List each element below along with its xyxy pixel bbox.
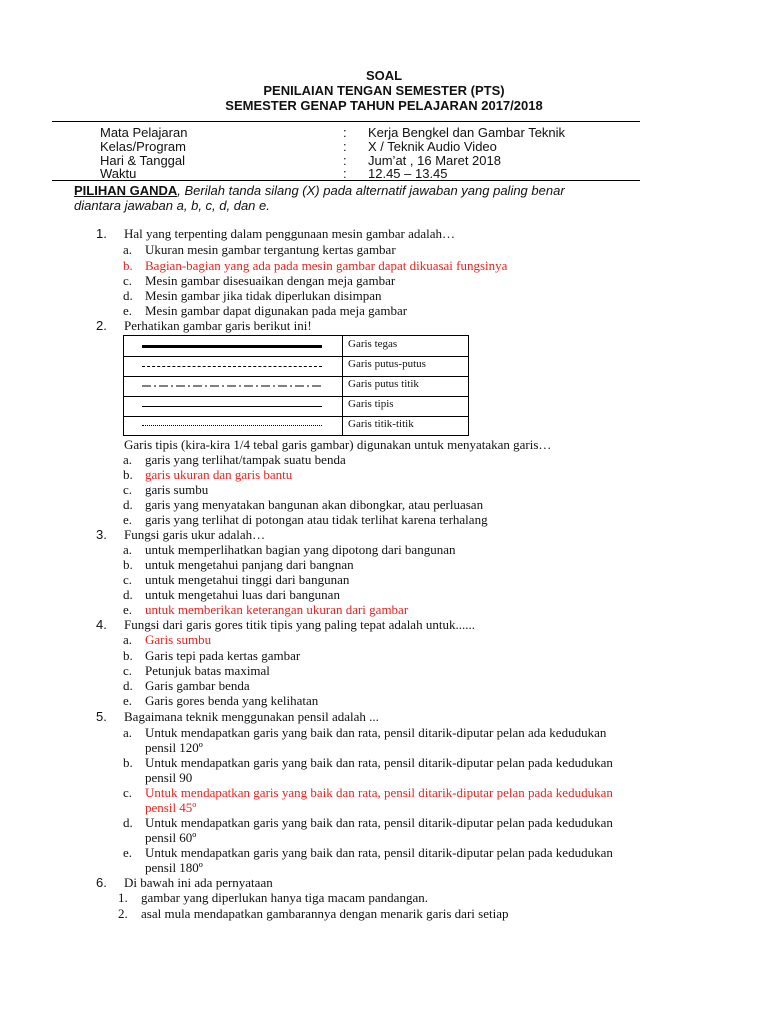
option-text: pensil 120º [145, 740, 203, 755]
question-number: 5. [96, 709, 107, 724]
option-text: Ukuran mesin gambar tergantung kertas gambar [145, 242, 396, 257]
question-text: Garis tipis (kira-kira 1/4 tebal garis gambar) digunakan untuk menyatakan garis… [124, 437, 552, 452]
option-letter: c. [123, 572, 133, 587]
thick-line-sample [142, 345, 322, 348]
statement-number: 1. [118, 890, 128, 905]
option-text: garis sumbu [145, 482, 209, 497]
option-row[interactable] [0, 288, 768, 304]
option-text: pensil 90 [145, 770, 193, 785]
option-row[interactable] [0, 557, 768, 573]
line-type-label: Garis tipis [348, 398, 394, 410]
option-continuation [0, 830, 768, 846]
info-value: X / Teknik Audio Video [368, 139, 497, 154]
option-text: Mesin gambar dapat digunakan pada meja gambar [145, 303, 408, 318]
option-text: untuk mengetahui tinggi dari bangunan [145, 572, 350, 587]
thin-line-sample [142, 406, 322, 407]
dotted-line-sample [142, 425, 322, 426]
instructions-line1 [74, 183, 565, 199]
option-row-answer[interactable] [0, 467, 768, 483]
option-text: Mesin gambar disesuaikan dengan meja gambar [145, 273, 396, 288]
question-number: 6. [96, 875, 107, 890]
instructions-line2 [74, 198, 270, 214]
option-text: untuk mengetahui luas dari bangunan [145, 587, 340, 602]
option-row-answer[interactable] [0, 632, 768, 648]
section-label: PILIHAN GANDA [74, 183, 178, 198]
line-type-label: Garis titik-titik [348, 418, 414, 430]
option-text: untuk memperlihatkan bagian yang dipotong dari bangunan [145, 542, 456, 557]
dashed-line-sample [142, 366, 322, 367]
option-letter: a. [123, 452, 133, 467]
option-letter: a. [123, 632, 133, 647]
option-letter: c. [123, 663, 133, 678]
option-letter: b. [123, 648, 133, 663]
question-text: Di bawah ini ada pernyataan [124, 875, 273, 890]
line-types-table [123, 335, 469, 436]
line-type-label: Garis putus titik [348, 378, 419, 390]
option-text: Garis sumbu [145, 632, 212, 647]
option-text: garis yang terlihat di potongan atau tidak terlihat karena terhalang [145, 512, 488, 527]
question-text: Fungsi dari garis gores titik tipis yang paling tepat adalah untuk...... [124, 617, 475, 632]
statement-text: asal mula mendapatkan gambarannya dengan menarik garis dari setiap [141, 906, 509, 921]
question-text: Fungsi garis ukur adalah… [124, 527, 266, 542]
info-key: Kelas/Program [100, 139, 186, 154]
option-text: garis ukuran dan garis bantu [145, 467, 293, 482]
option-letter: a. [123, 542, 133, 557]
table-row-divider [124, 396, 468, 397]
option-row[interactable] [0, 725, 768, 741]
semester-line: SEMESTER GENAP TAHUN PELAJARAN 2017/2018 [225, 98, 543, 113]
question-number: 3. [96, 527, 107, 542]
option-row[interactable] [0, 497, 768, 513]
option-letter: b. [123, 755, 133, 770]
option-row[interactable] [0, 512, 768, 528]
option-letter: d. [123, 288, 133, 303]
line-type-label: Garis tegas [348, 338, 398, 350]
question-4 [0, 617, 768, 633]
question-1 [0, 226, 768, 242]
option-row-answer[interactable] [0, 785, 768, 801]
option-row[interactable] [0, 542, 768, 558]
instructions-text: , Berilah tanda silang (X) pada alternatif jawaban yang paling benar [177, 183, 565, 198]
statement-number: 2. [118, 906, 128, 921]
question-6 [0, 875, 768, 891]
table-row-divider [124, 416, 468, 417]
option-letter: e. [123, 845, 133, 860]
option-row-answer[interactable] [0, 602, 768, 618]
info-colon: : [343, 153, 347, 168]
info-colon: : [343, 166, 347, 181]
statement-item [0, 890, 768, 906]
instructions-text: diantara jawaban a, b, c, d, dan e. [74, 198, 270, 213]
option-text: Garis gambar benda [145, 678, 250, 693]
option-row[interactable] [0, 845, 768, 861]
option-letter: c. [123, 273, 133, 288]
line-type-label: Garis putus-putus [348, 358, 426, 370]
info-key: Waktu [100, 166, 137, 181]
option-letter: e. [123, 693, 133, 708]
option-letter: d. [123, 587, 133, 602]
option-text: Untuk mendapatkan garis yang baik dan rata, pensil ditarik-diputar pelan pada kedudukan [145, 815, 613, 830]
option-text: untuk mengetahui panjang dari bangnan [145, 557, 354, 572]
option-text: pensil 60º [145, 830, 197, 845]
statement-item [0, 906, 768, 922]
option-letter: b. [123, 467, 133, 482]
option-row[interactable] [0, 648, 768, 664]
option-letter: e. [123, 303, 133, 318]
option-text: pensil 180º [145, 860, 203, 875]
option-text: garis yang menyatakan bangunan akan dibongkar, atau perluasan [145, 497, 484, 512]
question-text: Perhatikan gambar garis berikut ini! [124, 318, 312, 333]
option-letter: c. [123, 785, 133, 800]
option-continuation [0, 800, 768, 816]
option-letter: d. [123, 815, 133, 830]
question-2-stem [0, 437, 768, 453]
option-row[interactable] [0, 303, 768, 319]
question-5 [0, 709, 768, 725]
option-row[interactable] [0, 587, 768, 603]
option-row-answer[interactable] [0, 258, 768, 274]
info-key: Hari & Tanggal [100, 153, 186, 168]
info-value: 12.45 – 13.45 [368, 166, 448, 181]
option-text: Bagian-bagian yang ada pada mesin gambar dapat dikuasai fungsinya [145, 258, 508, 273]
option-continuation [0, 740, 768, 756]
info-value: Kerja Bengkel dan Gambar Teknik [368, 125, 566, 140]
question-number: 2. [96, 318, 107, 333]
option-row[interactable] [0, 693, 768, 709]
option-text: Untuk mendapatkan garis yang baik dan rata, pensil ditarik-diputar pelan pada kedudukan [145, 785, 613, 800]
option-text: Garis tepi pada kertas gambar [145, 648, 301, 663]
doc-title: SOAL [365, 68, 403, 83]
option-letter: e. [123, 602, 133, 617]
exam-name: PENILAIAN TENGAN SEMESTER (PTS) [263, 83, 505, 98]
info-colon: : [343, 139, 347, 154]
option-text: garis yang terlihat/tampak suatu benda [145, 452, 346, 467]
option-letter: d. [123, 678, 133, 693]
option-text: Untuk mendapatkan garis yang baik dan rata, pensil ditarik-diputar pelan ada kedudukan [145, 725, 607, 740]
info-rule [52, 180, 640, 181]
table-column-divider [342, 336, 343, 435]
option-letter: b. [123, 258, 133, 273]
info-colon: : [343, 125, 347, 140]
option-text: Untuk mendapatkan garis yang baik dan rata, pensil ditarik-diputar pelan pada kedudukan [145, 845, 613, 860]
option-row[interactable] [0, 273, 768, 289]
option-continuation [0, 770, 768, 786]
option-row[interactable] [0, 572, 768, 588]
option-letter: a. [123, 725, 133, 740]
option-row[interactable] [0, 663, 768, 679]
question-number: 1. [96, 226, 107, 241]
option-text: Mesin gambar jika tidak diperlukan disimpan [145, 288, 382, 303]
option-letter: b. [123, 557, 133, 572]
option-text: Garis gores benda yang kelihatan [145, 693, 319, 708]
option-letter: a. [123, 242, 133, 257]
option-row[interactable] [0, 242, 768, 258]
question-text: Bagaimana teknik menggunakan pensil adalah ... [124, 709, 379, 724]
info-value: Jum’at , 16 Maret 2018 [368, 153, 501, 168]
option-text: Petunjuk batas maximal [145, 663, 270, 678]
statement-text: gambar yang diperlukan hanya tiga macam pandangan. [141, 890, 428, 905]
option-row[interactable] [0, 815, 768, 831]
header-rule [52, 121, 640, 122]
option-row[interactable] [0, 452, 768, 468]
option-row[interactable] [0, 482, 768, 498]
info-key: Mata Pelajaran [100, 125, 188, 140]
option-letter: e. [123, 512, 133, 527]
option-row[interactable] [0, 755, 768, 771]
option-row[interactable] [0, 678, 768, 694]
question-text: Hal yang terpenting dalam penggunaan mesin gambar adalah… [124, 226, 456, 241]
question-2 [0, 318, 768, 334]
option-letter: d. [123, 497, 133, 512]
option-letter: c. [123, 482, 133, 497]
option-text: untuk memberikan keterangan ukuran dari gambar [145, 602, 409, 617]
option-continuation [0, 860, 768, 876]
dash-dot-line-sample [142, 384, 322, 388]
option-text: Untuk mendapatkan garis yang baik dan rata, pensil ditarik-diputar pelan pada kedudukan [145, 755, 613, 770]
question-number: 4. [96, 617, 107, 632]
question-3 [0, 527, 768, 543]
option-text: pensil 45º [145, 800, 197, 815]
